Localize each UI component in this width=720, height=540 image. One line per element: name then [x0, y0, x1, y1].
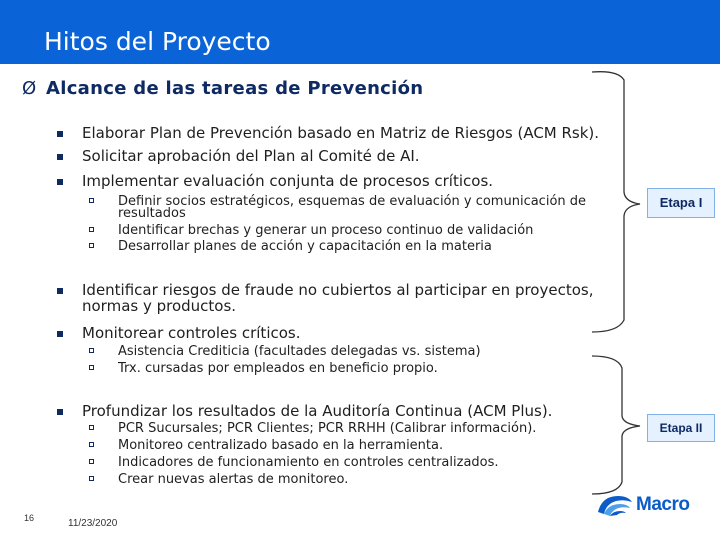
- bullet-item: Identificar riesgos de fraude no cubiertos al participar en proyectos,: [82, 281, 594, 299]
- stage-brace-graphic: [588, 64, 648, 504]
- title-bar: [0, 0, 720, 64]
- sub-bullet-item: Identificar brechas y generar un proceso continuo de validación: [118, 223, 534, 238]
- bullet-item: Solicitar aprobación del Plan al Comité de AI.: [82, 147, 420, 165]
- bullet-item: Implementar evaluación conjunta de procesos críticos.: [82, 172, 494, 190]
- stage-label-1: Etapa I: [647, 188, 715, 218]
- sub-bullet-item: Desarrollar planes de acción y capacitación en la materia: [118, 239, 492, 254]
- sub-bullet-item: Indicadores de funcionamiento en controles centralizados.: [118, 455, 499, 470]
- sub-bullet-item: Definir socios estratégicos, esquemas de evaluación y comunicación de: [118, 194, 587, 209]
- bullet-continuation: normas y productos.: [82, 297, 237, 315]
- arrow-bullet-icon: Ø: [22, 78, 37, 99]
- stage-label-2: Etapa II: [647, 414, 715, 442]
- macro-logo-icon: [594, 490, 634, 520]
- heading-text: Alcance de las tareas de Prevención: [46, 78, 424, 99]
- bullet-item: Elaborar Plan de Prevención basado en Matriz de Riesgos (ACM Rsk).: [82, 124, 600, 142]
- bullet-item: Profundizar los resultados de la Auditoría Continua (ACM Plus).: [82, 402, 553, 420]
- page-number: 16: [24, 513, 35, 523]
- brace-etapa-1: [592, 72, 640, 332]
- sub-bullet-item: PCR Sucursales; PCR Clientes; PCR RRHH (Calibrar información).: [118, 421, 537, 436]
- sub-bullet-item: Crear nuevas alertas de monitoreo.: [118, 472, 349, 487]
- brace-etapa-2: [592, 356, 640, 494]
- footer-date: 11/23/2020: [68, 518, 118, 529]
- bullet-item: Monitorear controles críticos.: [82, 324, 301, 342]
- sub-bullet-item: Trx. cursadas por empleados en beneficio propio.: [118, 361, 438, 376]
- slide-title: Hitos del Proyecto: [44, 27, 271, 56]
- section-heading: [22, 78, 423, 99]
- macro-logo-text: Macro: [636, 494, 690, 515]
- sub-bullet-continuation: resultados: [118, 206, 186, 221]
- sub-bullet-item: Monitoreo centralizado basado en la herramienta.: [118, 438, 444, 453]
- sub-bullet-item: Asistencia Crediticia (facultades delegadas vs. sistema): [118, 344, 481, 359]
